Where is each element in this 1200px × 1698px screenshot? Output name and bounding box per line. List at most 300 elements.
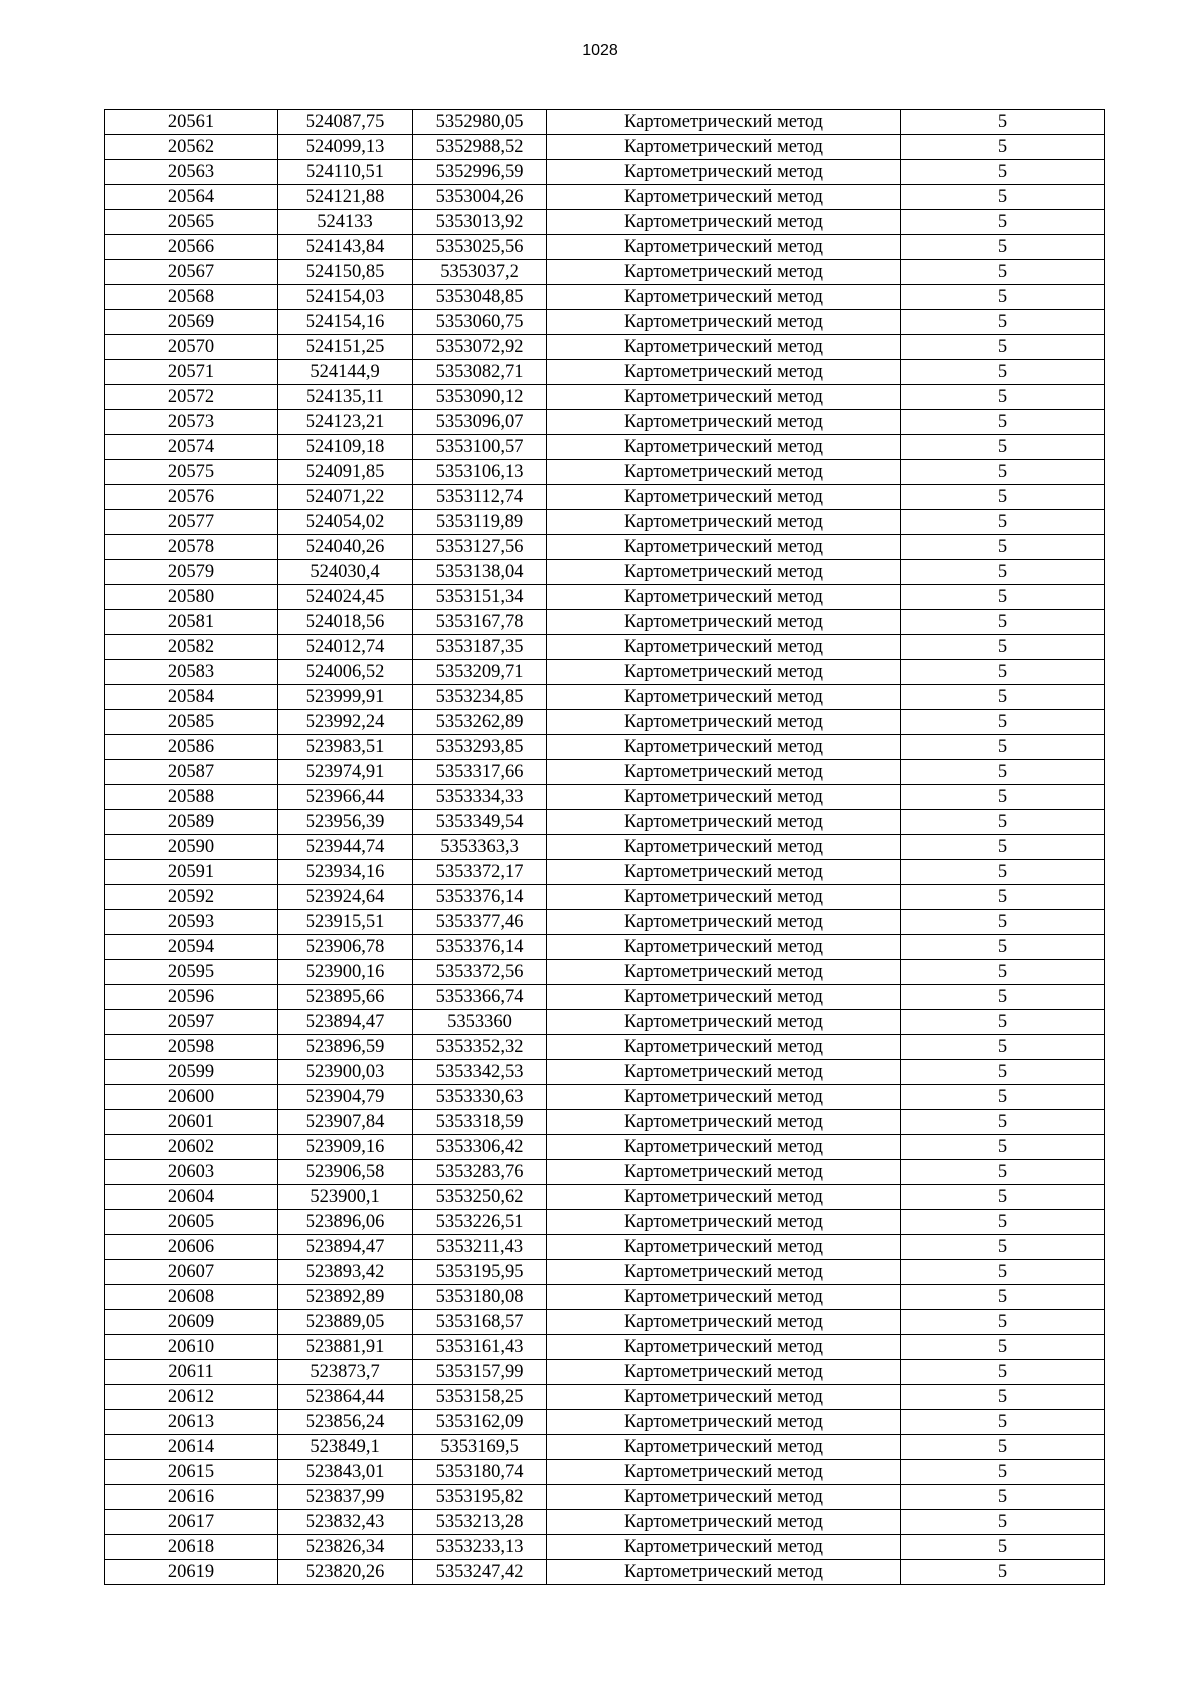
y-coordinate-cell: 5352996,59 [413,160,547,185]
point-number-cell: 20574 [105,435,278,460]
method-cell: Картометрический метод [547,460,901,485]
x-coordinate-cell: 524071,22 [278,485,413,510]
table-row [105,1435,1105,1460]
y-coordinate-cell: 5353138,04 [413,560,547,585]
x-coordinate-cell: 523894,47 [278,1235,413,1260]
x-coordinate-cell: 524150,85 [278,260,413,285]
method-cell: Картометрический метод [547,1360,901,1385]
table-row [105,610,1105,635]
accuracy-cell: 5 [901,435,1105,460]
x-coordinate-cell: 524054,02 [278,510,413,535]
y-coordinate-cell: 5353162,09 [413,1410,547,1435]
accuracy-cell: 5 [901,760,1105,785]
x-coordinate-cell: 523966,44 [278,785,413,810]
accuracy-cell: 5 [901,1510,1105,1535]
y-coordinate-cell: 5353082,71 [413,360,547,385]
accuracy-cell: 5 [901,385,1105,410]
method-cell: Картометрический метод [547,535,901,560]
y-coordinate-cell: 5353048,85 [413,285,547,310]
table-row [105,1060,1105,1085]
table-row [105,1110,1105,1135]
point-number-cell: 20615 [105,1460,278,1485]
y-coordinate-cell: 5353127,56 [413,535,547,560]
x-coordinate-cell: 524087,75 [278,110,413,135]
point-number-cell: 20570 [105,335,278,360]
x-coordinate-cell: 523904,79 [278,1085,413,1110]
method-cell: Картометрический метод [547,910,901,935]
table-row [105,1485,1105,1510]
x-coordinate-cell: 523889,05 [278,1310,413,1335]
accuracy-cell: 5 [901,1410,1105,1435]
y-coordinate-cell: 5353317,66 [413,760,547,785]
x-coordinate-cell: 523896,59 [278,1035,413,1060]
table-row [105,835,1105,860]
accuracy-cell: 5 [901,1035,1105,1060]
table-row [105,135,1105,160]
table-row [105,210,1105,235]
accuracy-cell: 5 [901,410,1105,435]
method-cell: Картометрический метод [547,835,901,860]
point-number-cell: 20589 [105,810,278,835]
x-coordinate-cell: 523992,24 [278,710,413,735]
accuracy-cell: 5 [901,1310,1105,1335]
point-number-cell: 20616 [105,1485,278,1510]
y-coordinate-cell: 5353195,95 [413,1260,547,1285]
accuracy-cell: 5 [901,1360,1105,1385]
table-row [105,1210,1105,1235]
x-coordinate-cell: 523915,51 [278,910,413,935]
table-row [105,260,1105,285]
point-number-cell: 20595 [105,960,278,985]
method-cell: Картометрический метод [547,160,901,185]
method-cell: Картометрический метод [547,860,901,885]
accuracy-cell: 5 [901,735,1105,760]
accuracy-cell: 5 [901,935,1105,960]
accuracy-cell: 5 [901,335,1105,360]
method-cell: Картометрический метод [547,510,901,535]
accuracy-cell: 5 [901,1385,1105,1410]
point-number-cell: 20575 [105,460,278,485]
point-number-cell: 20607 [105,1260,278,1285]
accuracy-cell: 5 [901,1160,1105,1185]
table-row [105,185,1105,210]
table-row [105,360,1105,385]
method-cell: Картометрический метод [547,260,901,285]
method-cell: Картометрический метод [547,1110,901,1135]
point-number-cell: 20610 [105,1335,278,1360]
x-coordinate-cell: 524135,11 [278,385,413,410]
x-coordinate-cell: 524040,26 [278,535,413,560]
accuracy-cell: 5 [901,1560,1105,1585]
table-row [105,410,1105,435]
point-number-cell: 20572 [105,385,278,410]
y-coordinate-cell: 5353360 [413,1010,547,1035]
method-cell: Картометрический метод [547,560,901,585]
x-coordinate-cell: 523843,01 [278,1460,413,1485]
method-cell: Картометрический метод [547,310,901,335]
method-cell: Картометрический метод [547,1410,901,1435]
x-coordinate-cell: 524133 [278,210,413,235]
y-coordinate-cell: 5353233,13 [413,1535,547,1560]
point-number-cell: 20606 [105,1235,278,1260]
point-number-cell: 20587 [105,760,278,785]
x-coordinate-cell: 523900,1 [278,1185,413,1210]
accuracy-cell: 5 [901,1085,1105,1110]
y-coordinate-cell: 5353366,74 [413,985,547,1010]
point-number-cell: 20571 [105,360,278,385]
y-coordinate-cell: 5353283,76 [413,1160,547,1185]
point-number-cell: 20608 [105,1285,278,1310]
table-row [105,1160,1105,1185]
table-row [105,585,1105,610]
table-row [105,710,1105,735]
y-coordinate-cell: 5353211,43 [413,1235,547,1260]
table-row [105,1085,1105,1110]
accuracy-cell: 5 [901,635,1105,660]
x-coordinate-cell: 523826,34 [278,1535,413,1560]
x-coordinate-cell: 523881,91 [278,1335,413,1360]
y-coordinate-cell: 5353318,59 [413,1110,547,1135]
accuracy-cell: 5 [901,1535,1105,1560]
accuracy-cell: 5 [901,235,1105,260]
method-cell: Картометрический метод [547,235,901,260]
method-cell: Картометрический метод [547,660,901,685]
x-coordinate-cell: 523873,7 [278,1360,413,1385]
method-cell: Картометрический метод [547,1185,901,1210]
point-number-cell: 20590 [105,835,278,860]
method-cell: Картометрический метод [547,435,901,460]
accuracy-cell: 5 [901,960,1105,985]
x-coordinate-cell: 523906,58 [278,1160,413,1185]
method-cell: Картометрический метод [547,385,901,410]
x-coordinate-cell: 523864,44 [278,1385,413,1410]
accuracy-cell: 5 [901,1485,1105,1510]
x-coordinate-cell: 523832,43 [278,1510,413,1535]
point-number-cell: 20585 [105,710,278,735]
method-cell: Картометрический метод [547,810,901,835]
point-number-cell: 20581 [105,610,278,635]
table-row [105,1560,1105,1585]
table-row [105,1185,1105,1210]
table-row [105,310,1105,335]
table-row [105,1310,1105,1335]
x-coordinate-cell: 523999,91 [278,685,413,710]
accuracy-cell: 5 [901,610,1105,635]
method-cell: Картометрический метод [547,1260,901,1285]
accuracy-cell: 5 [901,985,1105,1010]
x-coordinate-cell: 524018,56 [278,610,413,635]
table-row [105,1235,1105,1260]
y-coordinate-cell: 5353342,53 [413,1060,547,1085]
y-coordinate-cell: 5353330,63 [413,1085,547,1110]
accuracy-cell: 5 [901,885,1105,910]
table-row [105,435,1105,460]
method-cell: Картометрический метод [547,1560,901,1585]
accuracy-cell: 5 [901,535,1105,560]
table-row [105,935,1105,960]
method-cell: Картометрический метод [547,485,901,510]
accuracy-cell: 5 [901,785,1105,810]
y-coordinate-cell: 5353037,2 [413,260,547,285]
table-row [105,1535,1105,1560]
accuracy-cell: 5 [901,310,1105,335]
table-row [105,160,1105,185]
method-cell: Картометрический метод [547,760,901,785]
point-number-cell: 20613 [105,1410,278,1435]
x-coordinate-cell: 523900,03 [278,1060,413,1085]
point-number-cell: 20597 [105,1010,278,1035]
x-coordinate-cell: 523944,74 [278,835,413,860]
point-number-cell: 20562 [105,135,278,160]
x-coordinate-cell: 524012,74 [278,635,413,660]
point-number-cell: 20603 [105,1160,278,1185]
point-number-cell: 20578 [105,535,278,560]
table-row [105,1410,1105,1435]
method-cell: Картометрический метод [547,685,901,710]
table-row [105,735,1105,760]
y-coordinate-cell: 5353168,57 [413,1310,547,1335]
y-coordinate-cell: 5353072,92 [413,335,547,360]
table-row [105,335,1105,360]
x-coordinate-cell: 523909,16 [278,1135,413,1160]
accuracy-cell: 5 [901,485,1105,510]
accuracy-cell: 5 [901,560,1105,585]
y-coordinate-cell: 5353352,32 [413,1035,547,1060]
y-coordinate-cell: 5353372,56 [413,960,547,985]
y-coordinate-cell: 5353226,51 [413,1210,547,1235]
y-coordinate-cell: 5353096,07 [413,410,547,435]
y-coordinate-cell: 5353151,34 [413,585,547,610]
method-cell: Картометрический метод [547,1310,901,1335]
y-coordinate-cell: 5353025,56 [413,235,547,260]
accuracy-cell: 5 [901,1285,1105,1310]
y-coordinate-cell: 5353349,54 [413,810,547,835]
table-row [105,535,1105,560]
table-row [105,960,1105,985]
method-cell: Картометрический метод [547,585,901,610]
y-coordinate-cell: 5353180,74 [413,1460,547,1485]
y-coordinate-cell: 5353167,78 [413,610,547,635]
x-coordinate-cell: 524144,9 [278,360,413,385]
x-coordinate-cell: 524121,88 [278,185,413,210]
table-row [105,1135,1105,1160]
x-coordinate-cell: 523924,64 [278,885,413,910]
accuracy-cell: 5 [901,1110,1105,1135]
accuracy-cell: 5 [901,1060,1105,1085]
x-coordinate-cell: 524151,25 [278,335,413,360]
table-row [105,685,1105,710]
y-coordinate-cell: 5352980,05 [413,110,547,135]
table-row [105,660,1105,685]
method-cell: Картометрический метод [547,285,901,310]
x-coordinate-cell: 524143,84 [278,235,413,260]
point-number-cell: 20577 [105,510,278,535]
table-row [105,1285,1105,1310]
table-row [105,985,1105,1010]
y-coordinate-cell: 5353158,25 [413,1385,547,1410]
table-row [105,1010,1105,1035]
table-row [105,285,1105,310]
method-cell: Картометрический метод [547,1210,901,1235]
method-cell: Картометрический метод [547,960,901,985]
y-coordinate-cell: 5352988,52 [413,135,547,160]
point-number-cell: 20596 [105,985,278,1010]
point-number-cell: 20591 [105,860,278,885]
accuracy-cell: 5 [901,110,1105,135]
y-coordinate-cell: 5353372,17 [413,860,547,885]
x-coordinate-cell: 524123,21 [278,410,413,435]
y-coordinate-cell: 5353363,3 [413,835,547,860]
x-coordinate-cell: 523849,1 [278,1435,413,1460]
method-cell: Картометрический метод [547,1510,901,1535]
method-cell: Картометрический метод [547,1460,901,1485]
point-number-cell: 20600 [105,1085,278,1110]
y-coordinate-cell: 5353234,85 [413,685,547,710]
method-cell: Картометрический метод [547,1485,901,1510]
method-cell: Картометрический метод [547,1085,901,1110]
x-coordinate-cell: 523895,66 [278,985,413,1010]
x-coordinate-cell: 524154,03 [278,285,413,310]
point-number-cell: 20566 [105,235,278,260]
accuracy-cell: 5 [901,260,1105,285]
accuracy-cell: 5 [901,1010,1105,1035]
y-coordinate-cell: 5353209,71 [413,660,547,685]
point-number-cell: 20609 [105,1310,278,1335]
point-number-cell: 20593 [105,910,278,935]
accuracy-cell: 5 [901,660,1105,685]
x-coordinate-cell: 523956,39 [278,810,413,835]
point-number-cell: 20565 [105,210,278,235]
table-row [105,785,1105,810]
x-coordinate-cell: 523837,99 [278,1485,413,1510]
x-coordinate-cell: 523820,26 [278,1560,413,1585]
y-coordinate-cell: 5353376,14 [413,885,547,910]
y-coordinate-cell: 5353334,33 [413,785,547,810]
method-cell: Картометрический метод [547,1235,901,1260]
point-number-cell: 20569 [105,310,278,335]
method-cell: Картометрический метод [547,635,901,660]
table-row [105,760,1105,785]
x-coordinate-cell: 523900,16 [278,960,413,985]
table-row [105,1035,1105,1060]
y-coordinate-cell: 5353119,89 [413,510,547,535]
y-coordinate-cell: 5353187,35 [413,635,547,660]
accuracy-cell: 5 [901,1460,1105,1485]
table-row [105,1460,1105,1485]
x-coordinate-cell: 523893,42 [278,1260,413,1285]
x-coordinate-cell: 523907,84 [278,1110,413,1135]
y-coordinate-cell: 5353247,42 [413,1560,547,1585]
point-number-cell: 20583 [105,660,278,685]
y-coordinate-cell: 5353195,82 [413,1485,547,1510]
point-number-cell: 20604 [105,1185,278,1210]
table-row [105,510,1105,535]
accuracy-cell: 5 [901,1210,1105,1235]
x-coordinate-cell: 523906,78 [278,935,413,960]
y-coordinate-cell: 5353004,26 [413,185,547,210]
table-row [105,460,1105,485]
point-number-cell: 20605 [105,1210,278,1235]
table-row [105,110,1105,135]
point-number-cell: 20576 [105,485,278,510]
x-coordinate-cell: 523856,24 [278,1410,413,1435]
y-coordinate-cell: 5353106,13 [413,460,547,485]
method-cell: Картометрический метод [547,335,901,360]
accuracy-cell: 5 [901,210,1105,235]
accuracy-cell: 5 [901,460,1105,485]
table-row [105,385,1105,410]
table-row [105,1385,1105,1410]
x-coordinate-cell: 524110,51 [278,160,413,185]
accuracy-cell: 5 [901,135,1105,160]
point-number-cell: 20568 [105,285,278,310]
point-number-cell: 20598 [105,1035,278,1060]
accuracy-cell: 5 [901,685,1105,710]
accuracy-cell: 5 [901,160,1105,185]
point-number-cell: 20612 [105,1385,278,1410]
accuracy-cell: 5 [901,1185,1105,1210]
point-number-cell: 20564 [105,185,278,210]
point-number-cell: 20618 [105,1535,278,1560]
method-cell: Картометрический метод [547,610,901,635]
accuracy-cell: 5 [901,360,1105,385]
x-coordinate-cell: 524091,85 [278,460,413,485]
x-coordinate-cell: 524109,18 [278,435,413,460]
method-cell: Картометрический метод [547,785,901,810]
method-cell: Картометрический метод [547,985,901,1010]
y-coordinate-cell: 5353250,62 [413,1185,547,1210]
point-number-cell: 20602 [105,1135,278,1160]
x-coordinate-cell: 523974,91 [278,760,413,785]
point-number-cell: 20567 [105,260,278,285]
method-cell: Картометрический метод [547,110,901,135]
x-coordinate-cell: 523983,51 [278,735,413,760]
point-number-cell: 20588 [105,785,278,810]
y-coordinate-cell: 5353262,89 [413,710,547,735]
point-number-cell: 20601 [105,1110,278,1135]
accuracy-cell: 5 [901,1260,1105,1285]
y-coordinate-cell: 5353293,85 [413,735,547,760]
point-number-cell: 20584 [105,685,278,710]
method-cell: Картометрический метод [547,1435,901,1460]
y-coordinate-cell: 5353377,46 [413,910,547,935]
y-coordinate-cell: 5353090,12 [413,385,547,410]
method-cell: Картометрический метод [547,1035,901,1060]
point-number-cell: 20594 [105,935,278,960]
accuracy-cell: 5 [901,710,1105,735]
method-cell: Картометрический метод [547,1335,901,1360]
point-number-cell: 20580 [105,585,278,610]
method-cell: Картометрический метод [547,410,901,435]
method-cell: Картометрический метод [547,210,901,235]
y-coordinate-cell: 5353180,08 [413,1285,547,1310]
method-cell: Картометрический метод [547,885,901,910]
y-coordinate-cell: 5353306,42 [413,1135,547,1160]
x-coordinate-cell: 523894,47 [278,1010,413,1035]
accuracy-cell: 5 [901,585,1105,610]
x-coordinate-cell: 523892,89 [278,1285,413,1310]
table-row [105,910,1105,935]
method-cell: Картометрический метод [547,1060,901,1085]
y-coordinate-cell: 5353157,99 [413,1360,547,1385]
y-coordinate-cell: 5353013,92 [413,210,547,235]
accuracy-cell: 5 [901,810,1105,835]
accuracy-cell: 5 [901,835,1105,860]
table-row [105,235,1105,260]
page-number: 1028 [582,42,618,59]
accuracy-cell: 5 [901,185,1105,210]
table-row [105,1260,1105,1285]
